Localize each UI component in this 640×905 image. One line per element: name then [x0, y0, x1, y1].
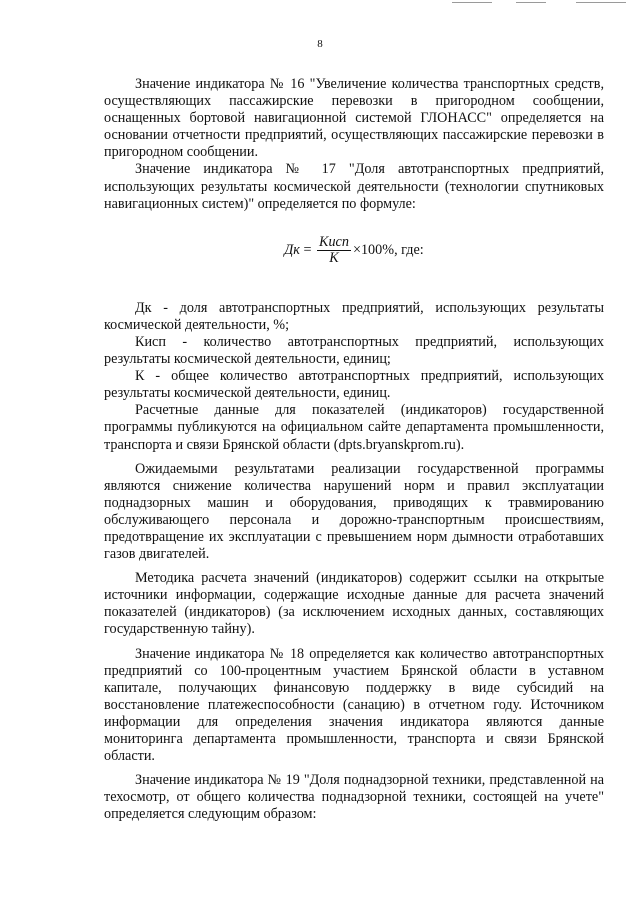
page-number: 8	[317, 38, 323, 50]
document-body	[104, 76, 604, 823]
formula-denominator: К	[329, 249, 339, 266]
paragraph-indicator-18: Значение индикатора № 18 определяется как количество автотранспортных предприятий со 100-процентным участием Брянской области в уставном капитале, получающих финансовую поддержку в виде субсидий на восстановление платежеспособности (санацию) в отчетном году. Источником информации для определения значения индикатора являются данные мониторинга департамента промышленности, транспорта и связи Брянской области.	[104, 645, 604, 765]
formula	[104, 235, 604, 266]
paragraph-expected-results: Ожидаемыми результатами реализации государственной программы являются снижение количества нарушений норм и правил эксплуатации поднадзорных машин и оборудования, приводящих к травмированию обслуживающего персонала и дорожно-транспортным происшествиям, предотвращение их эксплуатации с превышением норм дымности отработавших газов двигателей.	[104, 460, 604, 563]
paragraph-indicator-16: Значение индикатора № 16 "Увеличение количества транспортных средств, осуществляющих пассажирские перевозки в пригородном сообщении, оснащенных бортовой навигационной системой ГЛОНАСС" определяется на основании отчетности предприятий, осуществляющих пассажирские перевозки в пригородном сообщении.	[104, 76, 604, 161]
scan-artifact	[516, 2, 546, 3]
paragraph-indicator-17: Значение индикатора № 17 "Доля автотранспортных предприятий, использующих результаты космической деятельности (технологии спутниковых навигационных систем)" определяется по формуле:	[104, 161, 604, 212]
formula-numerator: Кисп	[319, 233, 349, 250]
definition-k: К - общее количество автотранспортных предприятий, использующих результаты космической деятельности, единиц.	[104, 368, 604, 402]
scan-artifact	[452, 2, 492, 3]
definition-kisp: Кисп - количество автотранспортных предприятий, использующих результаты космической деятельности, единиц;	[104, 333, 604, 368]
paragraph-publication: Расчетные данные для показателей (индикаторов) государственной программы публикуются на официальном сайте департамента промышленности, транспорта и связи Брянской области (dpts.bryanskprom.ru).	[104, 402, 604, 453]
formula-equals: =	[303, 241, 312, 258]
formula-suffix: , где:	[394, 241, 424, 258]
paragraph-indicator-19: Значение индикатора № 19 "Доля поднадзорной техники, представленной на техосмотр, от общего количества поднадзорной техники, состоящей на учете" определяется следующим образом:	[104, 772, 604, 823]
definition-dk: Дк - доля автотранспортных предприятий, использующих результаты космической деятельности, %;	[104, 299, 604, 333]
formula-fraction	[317, 235, 351, 266]
paragraph-methodology: Методика расчета значений (индикаторов) содержит ссылки на открытые источники информации, содержащие исходные данные для расчета значений показателей (индикаторов) (за исключением исходных данных, составляющих государственную тайну).	[104, 570, 604, 638]
formula-lhs: Дк	[284, 241, 300, 258]
scan-artifact	[576, 2, 626, 3]
formula-multiplier: ×100%	[352, 241, 395, 258]
